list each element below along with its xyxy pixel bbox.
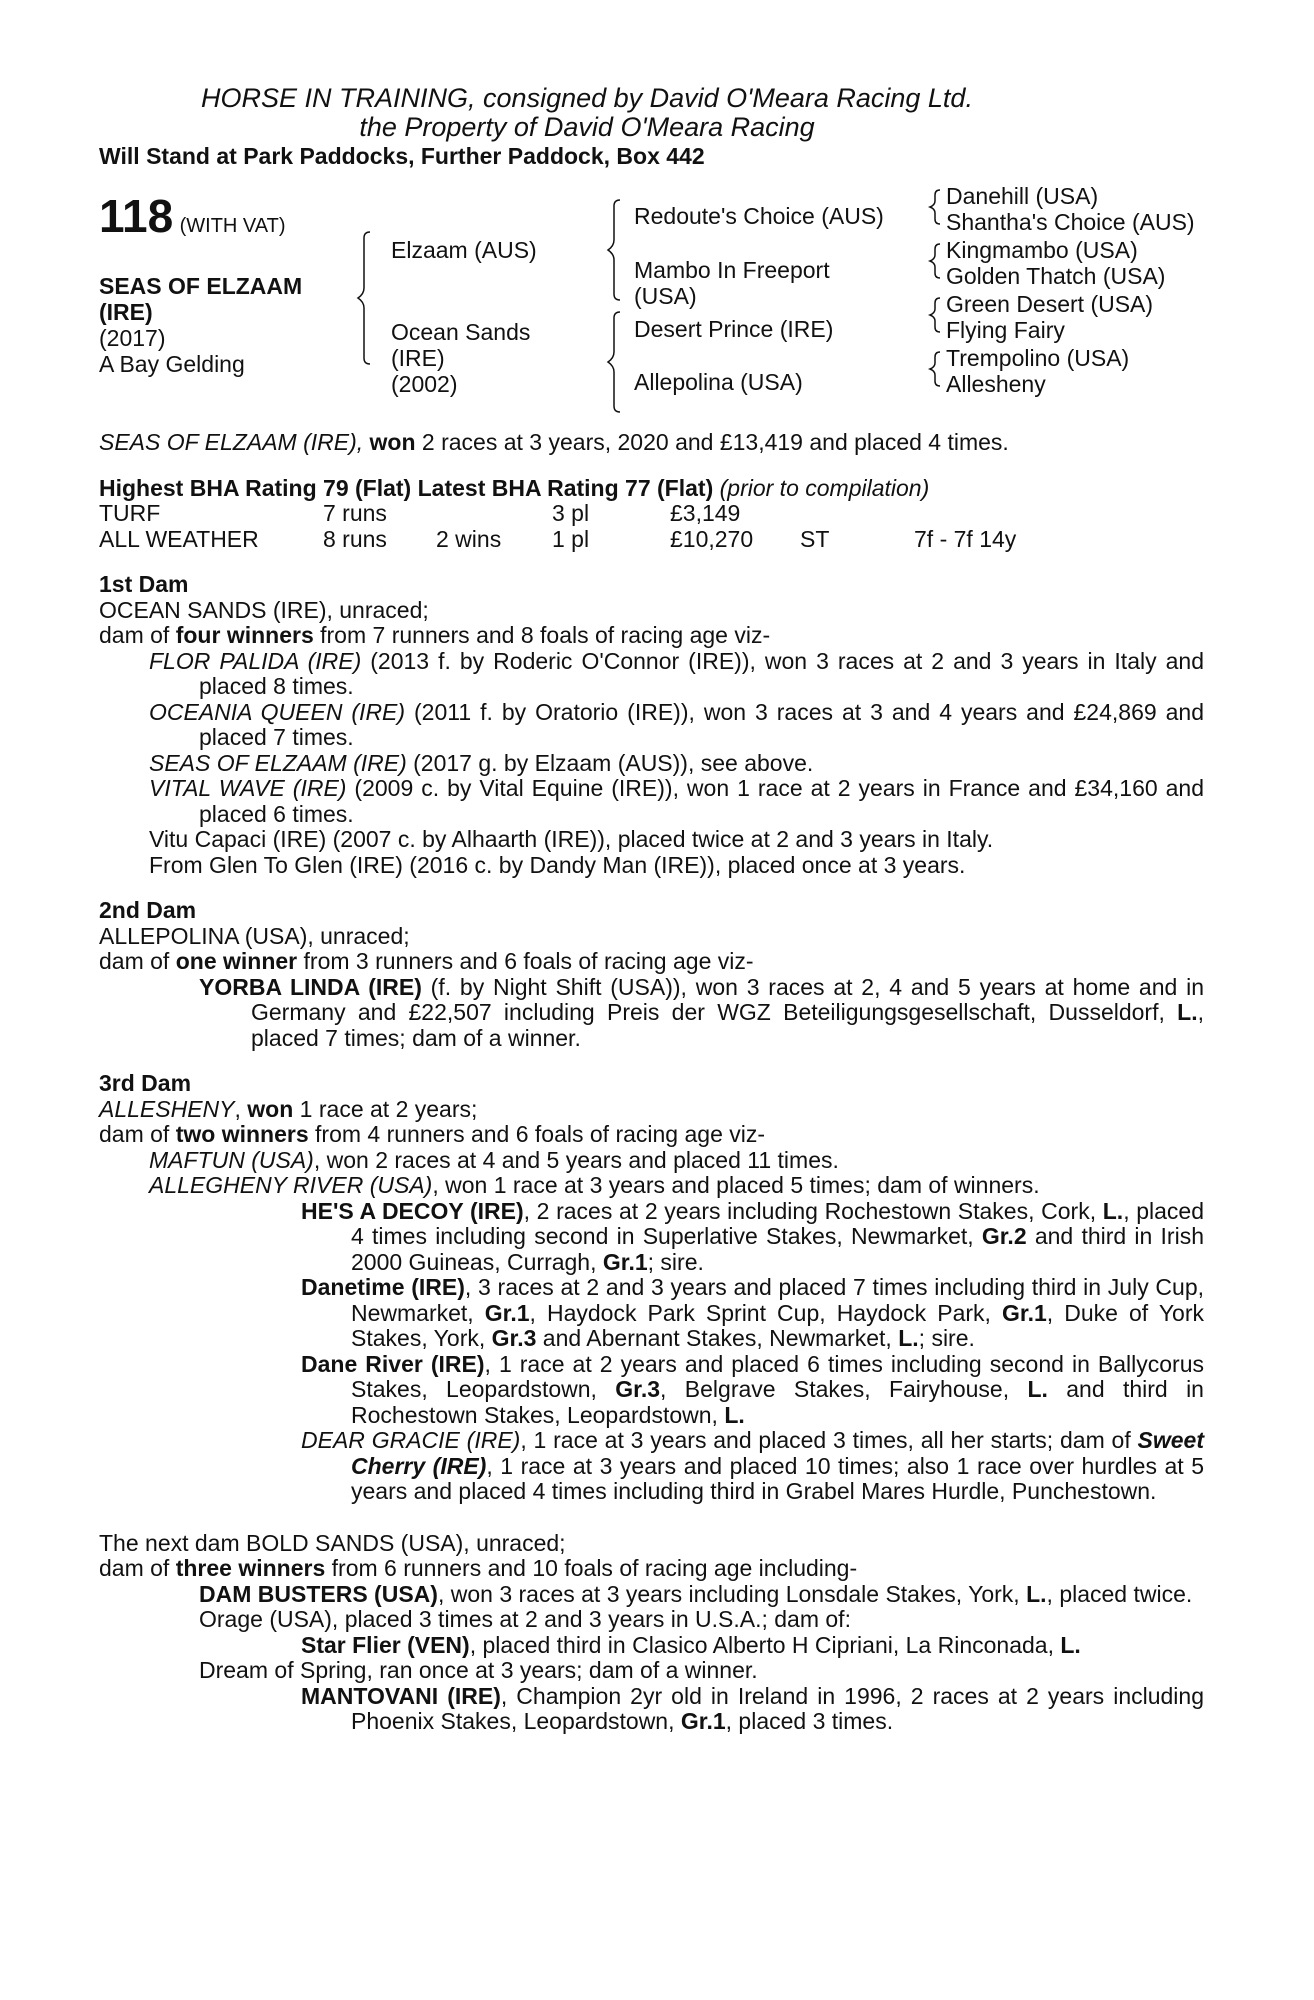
- sdd: Golden Thatch (USA): [946, 263, 1166, 289]
- dam-line: OCEAN SANDS (IRE), unraced;: [99, 596, 429, 623]
- produce-entry: SEAS OF ELZAAM (IRE) (2017 g. by Elzaam (AUS)), see above.: [149, 749, 814, 776]
- next-dam-section: [99, 1531, 1204, 1735]
- race-stats-table: [99, 501, 1016, 552]
- section-title: 3rd Dam: [99, 1070, 192, 1096]
- section-title: 1st Dam: [99, 571, 189, 597]
- produce-entry: VITAL WAVE (IRE) (2009 c. by Vital Equine (IRE)), won 1 race at 2 years in France and £34,160 and placed 6 times.: [149, 775, 1204, 827]
- dsd: Flying Fairy: [946, 317, 1065, 343]
- sire-dam-suffix: (USA): [634, 283, 697, 309]
- sds: Kingmambo (USA): [946, 237, 1138, 263]
- pedigree-block: [99, 184, 1204, 424]
- dam-suffix: (IRE): [391, 345, 445, 371]
- lot-number: 118 (WITH VAT): [99, 190, 286, 242]
- dam-line: ALLESHENY, won 1 race at 2 years;: [99, 1095, 478, 1122]
- catalogue-page: [99, 84, 1204, 1735]
- table-row: ALL WEATHER 8 runs 2 wins 1 pl £10,270 ST 7f - 7f 14y: [99, 525, 1017, 552]
- dam-produce-line: dam of four winners from 7 runners and 8 foals of racing age viz-: [99, 622, 771, 648]
- table-row: TURF 7 runs 3 pl £3,149: [99, 500, 741, 526]
- section-title: 2nd Dam: [99, 897, 197, 923]
- produce-entry: HE'S A DECOY (IRE), 2 races at 2 years including Rochestown Stakes, Cork, L., placed 4 times including second in Superlative Stakes, Newmarket, Gr.2 and third in Irish 2000 Guineas, Curragh, Gr.1; sire.: [301, 1197, 1204, 1275]
- produce-entry: Orage (USA), placed 3 times at 2 and 3 years in U.S.A.; dam of:: [199, 1606, 851, 1632]
- ddd: Allesheny: [946, 371, 1046, 397]
- third-dam-section: [99, 1071, 1204, 1505]
- produce-entry: From Glen To Glen (IRE) (2016 c. by Dandy Man (IRE)), placed once at 3 years.: [149, 851, 966, 878]
- consignor-line: HORSE IN TRAINING, consigned by David O'Meara Racing Ltd.: [201, 83, 973, 113]
- produce-entry: ALLEGHENY RIVER (USA), won 1 race at 3 years and placed 5 times; dam of winners.: [149, 1172, 1040, 1198]
- horse-name: SEAS OF ELZAAM: [99, 273, 303, 299]
- horse-description: A Bay Gelding: [99, 351, 245, 377]
- produce-entry: Vitu Capaci (IRE) (2007 c. by Alhaarth (IRE)), placed twice at 2 and 3 years in Italy.: [149, 826, 994, 852]
- produce-entry: OCEANIA QUEEN (IRE) (2011 f. by Oratorio (IRE)), won 3 races at 3 and 4 years and £24,869 and placed 7 times.: [149, 698, 1204, 750]
- dam-dam: Allepolina (USA): [634, 369, 803, 395]
- ssd: Shantha's Choice (AUS): [946, 209, 1195, 235]
- produce-entry: Dream of Spring, ran once at 3 years; dam of a winner.: [199, 1657, 758, 1683]
- race-summary: SEAS OF ELZAAM (IRE), won 2 races at 3 years, 2020 and £13,419 and placed 4 times.: [99, 429, 1009, 455]
- dam-produce-line: dam of three winners from 6 runners and 10 foals of racing age including-: [99, 1555, 858, 1581]
- produce-entry: MANTOVANI (IRE), Champion 2yr old in Ireland in 1996, 2 races at 2 years including Phoenix Stakes, Leopardstown, Gr.1, placed 3 times.: [301, 1682, 1204, 1734]
- produce-entry: MAFTUN (USA), won 2 races at 4 and 5 years and placed 11 times.: [149, 1146, 839, 1173]
- horse-suffix: (IRE): [99, 299, 153, 325]
- property-line: the Property of David O'Meara Racing: [359, 112, 815, 142]
- dss: Green Desert (USA): [946, 291, 1154, 317]
- stand-line: Will Stand at Park Paddocks, Further Paddock, Box 442: [99, 143, 705, 169]
- dam-produce-line: dam of two winners from 4 runners and 6 foals of racing age viz-: [99, 1121, 766, 1147]
- produce-entry: YORBA LINDA (IRE) (f. by Night Shift (USA)), won 3 races at 2, 4 and 5 years at home and in Germany and £22,507 including Preis der WGZ Beteiligungsgesellschaft, Dusseldorf, L., placed 7 times; dam of a winner.: [199, 973, 1204, 1051]
- foaling-year: (2017): [99, 325, 166, 351]
- vat-note: (WITH VAT): [179, 215, 286, 237]
- second-dam-section: [99, 898, 1204, 1051]
- produce-entry: FLOR PALIDA (IRE) (2013 f. by Roderic O'Connor (IRE)), won 3 races at 2 and 3 years in Italy and placed 8 times.: [149, 647, 1204, 699]
- produce-entry: DEAR GRACIE (IRE), 1 race at 3 years and placed 3 times, all her starts; dam of Sweet Cherry (IRE), 1 race at 3 years and placed 10 times; also 1 race over hurdles at 5 years and placed 4 times including third in Grabel Mares Hurdle, Punchestown.: [301, 1427, 1204, 1504]
- sire-sire: Redoute's Choice (AUS): [634, 203, 884, 229]
- dam-sire: Desert Prince (IRE): [634, 316, 834, 342]
- dam: Ocean Sands: [391, 319, 531, 345]
- produce-entry: Danetime (IRE), 3 races at 2 and 3 years and placed 7 times including third in July Cup, Newmarket, Gr.1, Haydock Park Sprint Cup, Haydock Park, Gr.1, Duke of York Stakes, York, Gr.3 and Abernant Stakes, Newmarket, L.; sire.: [301, 1274, 1204, 1351]
- first-dam-section: [99, 572, 1204, 878]
- dds: Trempolino (USA): [946, 345, 1130, 371]
- bha-rating: Highest BHA Rating 79 (Flat) Latest BHA Rating 77 (Flat) (prior to compilation): [99, 474, 930, 501]
- sire: Elzaam (AUS): [391, 237, 537, 263]
- dam-produce-line: dam of one winner from 3 runners and 6 foals of racing age viz-: [99, 948, 754, 974]
- produce-entry: DAM BUSTERS (USA), won 3 races at 3 years including Lonsdale Stakes, York, L., placed twice.: [199, 1580, 1193, 1607]
- sire-dam: Mambo In Freeport: [634, 257, 830, 283]
- produce-entry: Star Flier (VEN), placed third in Clasico Alberto H Cipriani, La Rinconada, L.: [301, 1631, 1081, 1658]
- sss: Danehill (USA): [946, 183, 1099, 209]
- dam-line: The next dam BOLD SANDS (USA), unraced;: [99, 1529, 566, 1556]
- dam-year: (2002): [391, 371, 458, 397]
- produce-entry: Dane River (IRE), 1 race at 2 years and placed 6 times including second in Ballycorus Stakes, Leopardstown, Gr.3, Belgrave Stakes, Fairyhouse, L. and third in Rochestown Stakes, Leopardstown, L.: [301, 1350, 1204, 1428]
- dam-line: ALLEPOLINA (USA), unraced;: [99, 922, 410, 949]
